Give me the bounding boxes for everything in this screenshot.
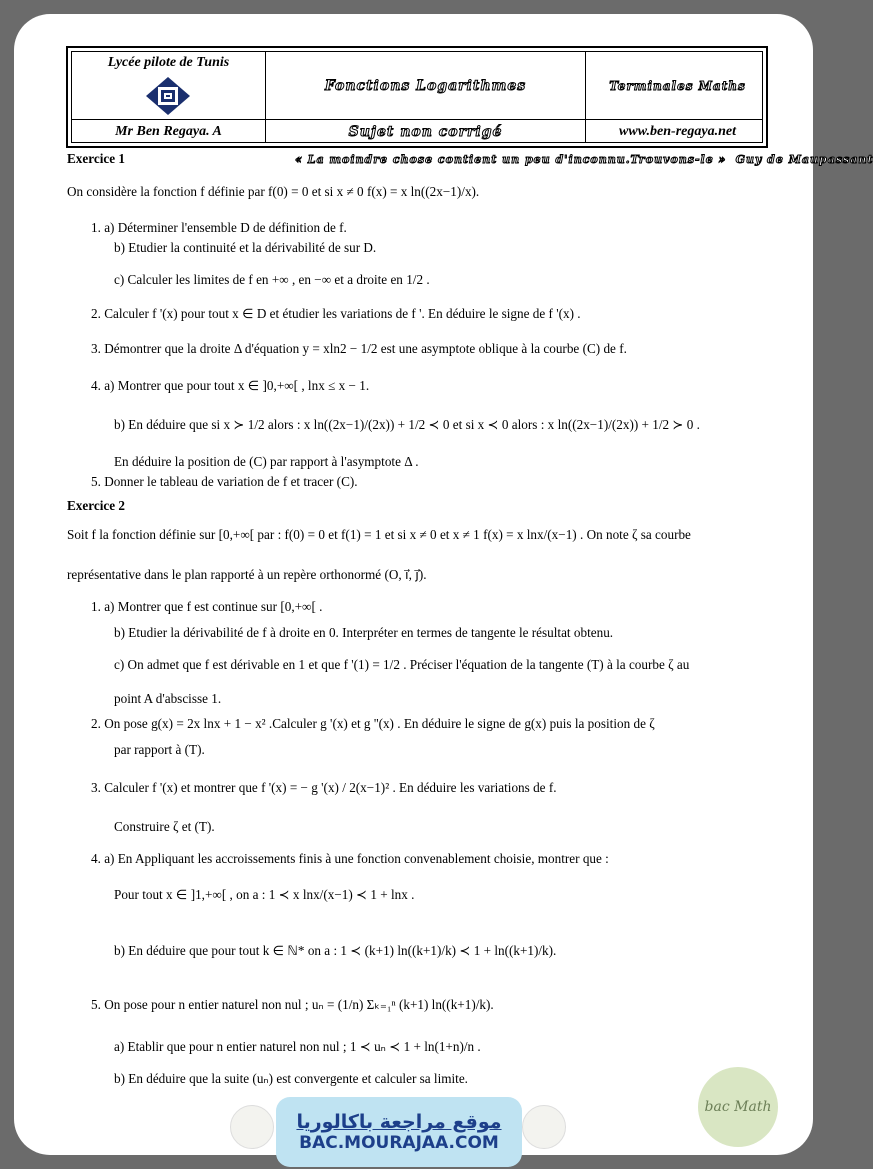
ex2-q5b: b) En déduire que la suite (uₙ) est convergente et calculer sa limite. <box>114 1071 468 1086</box>
header-table <box>66 46 768 148</box>
quote <box>295 152 873 167</box>
ex2-q5: 5. On pose pour n entier naturel non nul ; uₙ = (1/n) Σₖ₌₁ⁿ (k+1) ln((k+1)/k). <box>91 997 494 1012</box>
ex1-q1b: b) Etudier la continuité et la dérivabilité de sur D. <box>114 240 377 255</box>
ex2-q4: 4. a) En Appliquant les accroissements finis à une fonction convenablement choisie, montrer que : <box>91 851 609 866</box>
header-inner <box>71 51 763 143</box>
ex1-q5: 5. Donner le tableau de variation de f et tracer (C). <box>91 474 358 489</box>
document-title: Fonctions Logarithmes <box>324 77 527 94</box>
ex2-q2: 2. On pose g(x) = 2x lnx + 1 − x² .Calculer g '(x) et g ''(x) . En déduire le signe de g(x) puis la position de ζ <box>91 716 655 731</box>
school-logo-icon <box>145 76 191 116</box>
exercise-2-title: Exercice 2 <box>67 498 125 513</box>
ex1-q3: 3. Démontrer que la droite Δ d'équation y = xln2 − 1/2 est une asymptote oblique à la courbe (C) de f. <box>91 341 627 356</box>
ex2-q4a: Pour tout x ∈ ]1,+∞[ , on a : 1 ≺ x lnx/(x−1) ≺ 1 + lnx . <box>114 887 415 902</box>
ex2-q1c: c) On admet que f est dérivable en 1 et que f '(1) = 1/2 . Préciser l'équation de la tangente (T) à la courbe ζ au <box>114 657 690 672</box>
ex2-q3: 3. Calculer f '(x) et montrer que f '(x) = − g '(x) / 2(x−1)² . En déduire les variations de f. <box>91 780 557 795</box>
watermark-arabic: موقع مراجعة باكالوريا <box>296 1111 502 1133</box>
watermark-latin: BAC.MOURAJAA.COM <box>299 1133 499 1153</box>
ex2-q1a: 1. a) Montrer que f est continue sur [0,+∞[ . <box>91 599 323 614</box>
school-name: Lycée pilote de Tunis <box>107 55 230 70</box>
site-watermark[interactable] <box>276 1097 522 1167</box>
right-badge-icon <box>522 1105 566 1149</box>
ex1-q2: 2. Calculer f '(x) pour tout x ∈ D et étudier les variations de f '. En déduire le signe de f '(x) . <box>91 306 581 321</box>
ex2-q3b: Construire ζ et (T). <box>114 819 215 834</box>
ex2-q4b: b) En déduire que pour tout k ∈ ℕ* on a : 1 ≺ (k+1) ln((k+1)/k) ≺ 1 + ln((k+1)/k). <box>114 943 557 958</box>
left-badge-icon <box>230 1105 274 1149</box>
ex1-q4b: b) En déduire que si x ≻ 1/2 alors : x ln((2x−1)/(2x)) + 1/2 ≺ 0 et si x ≺ 0 alors : x ln((2x−1)/(2x)) + 1/2 ≻ 0 . <box>114 417 700 432</box>
ex2-intro-1: Soit f la fonction définie sur [0,+∞[ par : f(0) = 0 et f(1) = 1 et si x ≠ 0 et x ≠ 1 f(x) = x lnx/(x−1) . On note ζ sa courbe <box>67 527 691 542</box>
ex2-q5a: a) Etablir que pour n entier naturel non nul ; 1 ≺ uₙ ≺ 1 + ln(1+n)/n . <box>114 1039 481 1054</box>
ex1-q1c: c) Calculer les limites de f en +∞ , en −∞ et a droite en 1/2 . <box>114 272 430 287</box>
ex2-q2b: par rapport à (T). <box>114 742 205 757</box>
level-label: Terminales Maths <box>609 78 746 93</box>
bac-math-badge: bac Math <box>698 1067 778 1147</box>
teacher-name: Mr Ben Regaya. A <box>115 124 222 139</box>
ex1-q4c: En déduire la position de (C) par rapport à l'asymptote Δ . <box>114 454 419 469</box>
ex1-intro: On considère la fonction f définie par f(0) = 0 et si x ≠ 0 f(x) = x ln((2x−1)/x). <box>67 184 480 199</box>
ex1-q1a: 1. a) Déterminer l'ensemble D de définition de f. <box>91 220 347 235</box>
ex2-q1b: b) Etudier la dérivabilité de f à droite en 0. Interpréter en termes de tangente le résultat obtenu. <box>114 625 614 640</box>
ex2-intro-2: représentative dans le plan rapporté à un repère orthonormé (O, i⃗, j⃗). <box>67 567 427 582</box>
document-page <box>14 14 873 1155</box>
document-subtitle: Sujet non corrigé <box>348 124 503 140</box>
exercise-1-title: Exercice 1 <box>67 151 125 166</box>
quote-text: « La moindre chose contient un peu d'inconnu.Trouvons-le » <box>295 153 727 166</box>
ex2-q1c-2: point A d'abscisse 1. <box>114 691 222 706</box>
website-link[interactable]: www.ben-regaya.net <box>619 124 736 139</box>
ex1-q4a: 4. a) Montrer que pour tout x ∈ ]0,+∞[ , lnx ≤ x − 1. <box>91 378 370 393</box>
quote-author: Guy de Maupassant <box>735 153 873 166</box>
